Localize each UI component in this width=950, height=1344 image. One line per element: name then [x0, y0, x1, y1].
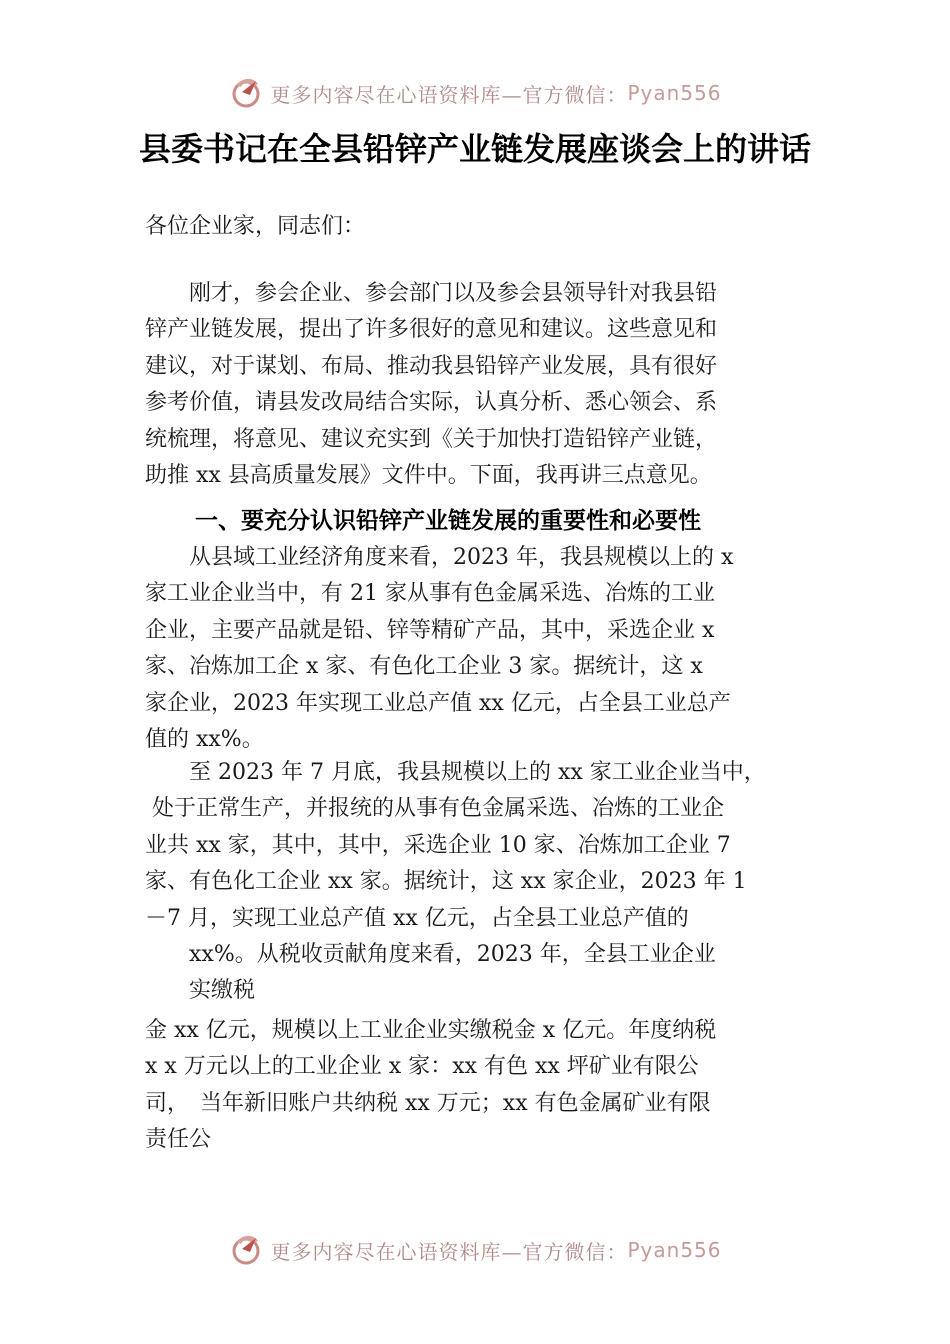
paragraph-industry: 从县域工业经济角度来看，2023 年，我县规模以上的 x 家工业企业当中，有 21 家从事有色金属采选、冶炼的工业 企业，主要产品就是铅、锌等精矿产品，其中，采选企业 x 家、冶炼加工企 x 家、有色化工企业 3 家。据统计，这 x 家企业，2023 年实现工业总产值 xx 亿元，占全县工业总产 值的 xx%。	[145, 545, 734, 753]
watermark-wechat-id: Pyan556	[627, 81, 722, 105]
document-title: 县委书记在全县铅锌产业链发展座谈会上的讲话	[138, 130, 811, 168]
watermark-header	[0, 73, 950, 113]
logo-icon	[228, 1232, 264, 1268]
section-heading-1: 一、要充分认识铅锌产业链发展的重要性和必要性	[195, 508, 701, 534]
paragraph-intro: 刚才，参会企业、参会部门以及参会县领导针对我县铅 锌产业链发展，提出了许多很好的意见和建议。这些意见和 建议，对于谋划、布局、推动我县铅锌产业发展，具有很好 参考价值，请县发改局结合实际，认真分析、悉心领会、系 统梳理，将意见、建议充实到《关于加快打造铅锌产业链， 助推 xx 县高质量发展》文件中。下面，我再讲三点意见。	[145, 281, 718, 489]
logo-icon	[228, 75, 264, 111]
paragraph-tax: 金 xx 亿元，规模以上工业企业实缴税金 x 亿元。年度纳税 x x 万元以上的工业企业 x 家：xx 有色 xx 坪矿业有限公 司， 当年新旧账户共纳税 xx 万元；xx 有色金属矿业有限 责任公	[145, 1018, 717, 1153]
watermark-text: 更多内容尽在心语资料库—官方微信：	[270, 82, 628, 107]
watermark-footer	[0, 1230, 950, 1270]
greeting: 各位企业家，同志们：	[145, 214, 366, 239]
watermark-wechat-id: Pyan556	[627, 1238, 722, 1262]
paragraph-production: 至 2023 年 7 月底，我县规模以上的 xx 家工业企业当中， 处于正常生产，并报统的从事有色金属采选、冶炼的工业企 业共 xx 家，其中，其中，采选企业 10 家、冶炼加工企业 7 家、有色化工企业 xx 家。据统计，这 xx 家企业，2023 年 1 －7 月，实现工业总产值 xx 亿元，占全县工业总产值的 xx%。从税收贡献角度来看，2023 年，全县工业企业 实缴税	[145, 760, 766, 1004]
watermark-text: 更多内容尽在心语资料库—官方微信：	[270, 1239, 628, 1264]
